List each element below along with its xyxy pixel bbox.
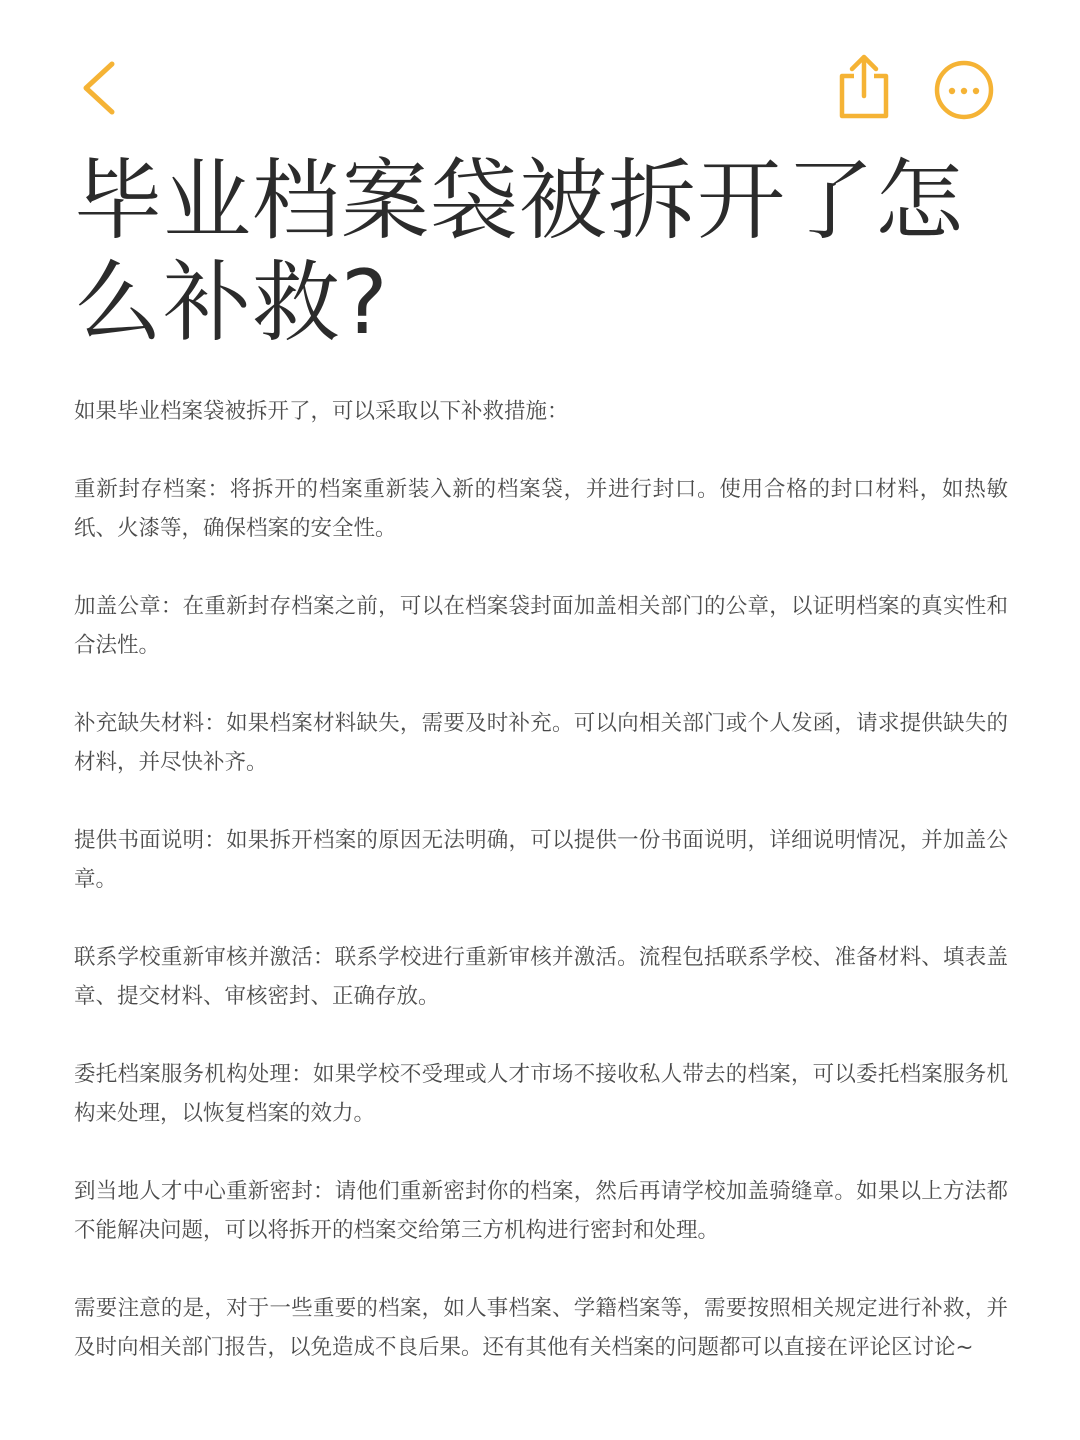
- chevron-left-icon: [72, 56, 128, 120]
- top-navigation-bar: [0, 52, 1080, 126]
- back-button[interactable]: [72, 56, 128, 120]
- article-paragraph: 重新封存档案：将拆开的档案重新装入新的档案袋，并进行封口。使用合格的封口材料，如热敏纸、火漆等，确保档案的安全性。: [74, 477, 1008, 541]
- article-paragraph: 到当地人才中心重新密封：请他们重新密封你的档案，然后再请学校加盖骑缝章。如果以上方法都不能解决问题，可以将拆开的档案交给第三方机构进行密封和处理。: [74, 1179, 1008, 1243]
- article-title: 毕业档案袋被拆开了怎么补救?: [74, 149, 965, 354]
- share-icon: [832, 52, 896, 122]
- more-button[interactable]: [932, 58, 996, 122]
- share-button[interactable]: [832, 52, 896, 122]
- article-paragraph: 联系学校重新审核并激活：联系学校进行重新审核并激活。流程包括联系学校、准备材料、填表盖章、提交材料、审核密封、正确存放。: [74, 945, 1008, 1009]
- more-icon: [932, 58, 996, 122]
- article-paragraph: 补充缺失材料：如果档案材料缺失，需要及时补充。可以向相关部门或个人发函，请求提供缺失的材料，并尽快补齐。: [74, 711, 1008, 775]
- article-paragraph: 如果毕业档案袋被拆开了，可以采取以下补救措施：: [74, 399, 569, 424]
- article-paragraph: 提供书面说明：如果拆开档案的原因无法明确，可以提供一份书面说明，详细说明情况，并加盖公章。: [74, 828, 1008, 892]
- article-paragraph: 加盖公章：在重新封存档案之前，可以在档案袋封面加盖相关部门的公章，以证明档案的真实性和合法性。: [74, 594, 1008, 658]
- article-body: [74, 392, 1008, 1406]
- article-paragraph: 需要注意的是，对于一些重要的档案，如人事档案、学籍档案等，需要按照相关规定进行补救，并及时向相关部门报告，以免造成不良后果。还有其他有关档案的问题都可以直接在评论区讨论~: [74, 1296, 1008, 1360]
- article-paragraph: 委托档案服务机构处理：如果学校不受理或人才市场不接收私人带去的档案，可以委托档案服务机构来处理，以恢复档案的效力。: [74, 1062, 1008, 1126]
